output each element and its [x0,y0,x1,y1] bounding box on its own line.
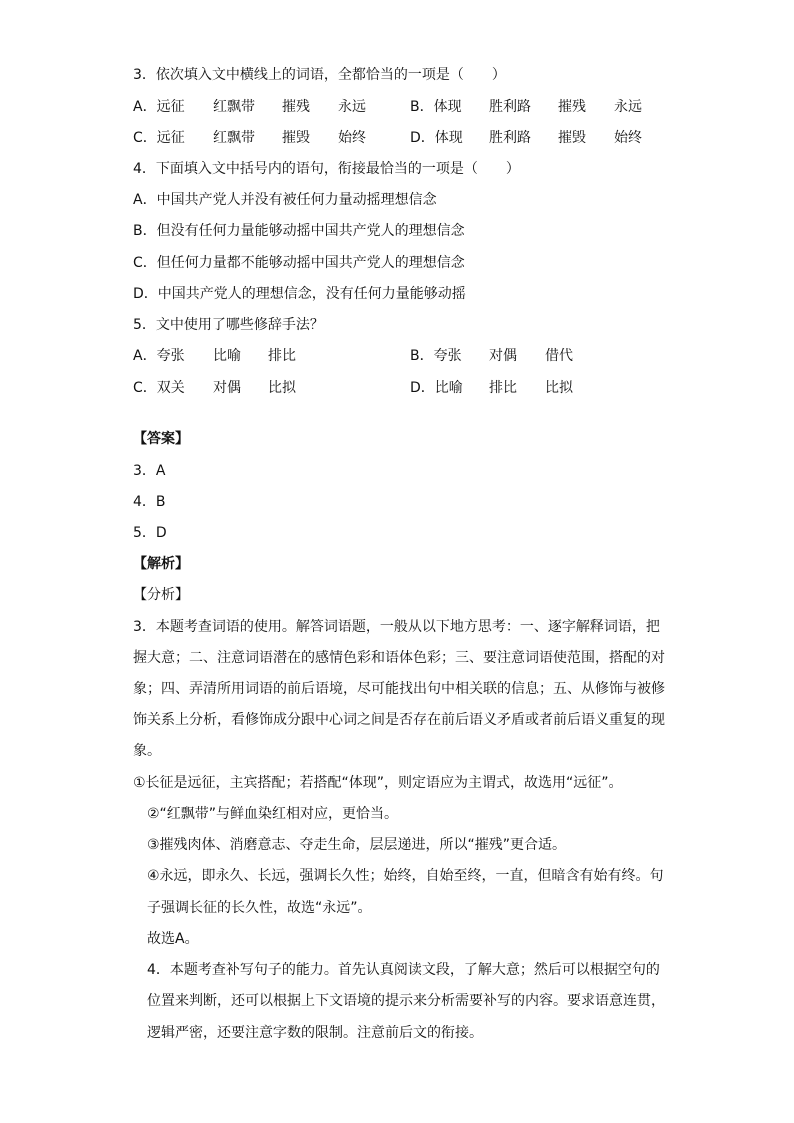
q3-option-d-word4: 始终 [614,130,642,146]
q5-option-a-word2: 比喻 [213,348,241,364]
q5-option-c-word2: 对偶 [213,380,241,396]
q5-option-c-word3: 比拟 [268,380,296,396]
q3-option-a-word2: 红飘带 [213,99,255,115]
q3-option-b-word4: 永远 [614,99,642,115]
q4-option-b: B．但没有任何力量能够动摇中国共产党人的理想信念 [133,223,465,239]
q3-option-c: C．远征 [133,130,185,146]
q3-option-c-word4: 始终 [338,130,366,146]
q5-option-b-word3: 借代 [545,348,573,364]
q3-option-d-word3: 摧毁 [558,130,586,146]
analysis-q3-line4: 饰关系上分析，看修饰成分跟中心词之间是否存在前后语义矛盾或者前后语义重复的现 [133,712,665,728]
analysis-q3-line3: 象；四、弄清所用词语的前后语境，尽可能找出句中相关联的信息；五、从修饰与被修 [133,681,665,697]
answer-item-4: 4．B [133,494,166,510]
q4-option-c: C．但任何力量都不能够动摇中国共产党人的理想信念 [133,255,465,271]
q5-option-a: A．夸张 [133,348,185,364]
q3-option-b-word3: 摧残 [558,99,586,115]
q5-option-d-word2: 排比 [489,380,517,396]
q5-option-b-word2: 对偶 [489,348,517,364]
answer-heading: 【答案】 [133,431,189,447]
q3-stem: 3．依次填入文中横线上的词语，全都恰当的一项是（ ） [133,67,506,83]
analysis-q3-line1: 3．本题考查词语的使用。解答词语题，一般从以下地方思考：一、逐字解释词语，把 [133,619,660,635]
q4-option-a: A．中国共产党人并没有被任何力量动摇理想信念 [133,192,437,208]
q5-option-a-word3: 排比 [268,348,296,364]
q3-option-a-word3: 摧残 [282,99,310,115]
analysis-subheading: 【分析】 [133,587,189,603]
q3-option-b: B．体现 [410,99,462,115]
q3-option-a-word4: 永远 [338,99,366,115]
analysis-q3-point3: ③摧残肉体、消磨意志、夺走生命，层层递进，所以“摧残”更合适。 [147,837,567,853]
analysis-heading: 【解析】 [133,556,189,572]
q3-option-a: A．远征 [133,99,185,115]
q4-option-d: D．中国共产党人的理想信念，没有任何力量能够动摇 [133,286,466,302]
q5-option-d: D．比喻 [410,380,463,396]
analysis-q3-conclusion: 故选A。 [147,931,199,947]
q3-option-c-word3: 摧毁 [282,130,310,146]
q3-option-b-word2: 胜利路 [489,99,531,115]
analysis-q3-point4-line1: ④永远，即永久、长远，强调长久性；始终，自始至终，一直，但暗含有始有终。句 [147,868,664,884]
q4-stem: 4．下面填入文中括号内的语句，衔接最恰当的一项是（ ） [133,161,520,177]
answer-item-5: 5．D [133,525,167,541]
q5-option-c: C．双关 [133,380,185,396]
q5-stem: 5．文中使用了哪些修辞手法？ [133,317,324,333]
answer-item-3: 3．A [133,463,166,479]
q5-option-b: B．夸张 [410,348,462,364]
q5-option-d-word3: 比拟 [545,380,573,396]
q3-option-d: D．体现 [410,130,463,146]
analysis-q4-line1: 4．本题考查补写句子的能力。首先认真阅读文段，了解大意；然后可以根据空句的 [147,962,660,978]
analysis-q3-point2: ②“红飘带”与鲜血染红相对应，更恰当。 [147,806,399,822]
analysis-q3-point4-line2: 子强调长征的长久性，故选“永远”。 [147,900,372,916]
analysis-q3-line5: 象。 [133,743,161,759]
analysis-q4-line2: 位置来判断，还可以根据上下文语境的提示来分析需要补写的内容。要求语意连贯， [147,993,665,1009]
analysis-q3-point1: ①长征是远征，主宾搭配；若搭配“体现”，则定语应为主谓式，故选用“远征”。 [133,775,623,791]
q3-option-d-word2: 胜利路 [489,130,531,146]
analysis-q3-line2: 握大意；二、注意词语潜在的感情色彩和语体色彩；三、要注意词语使范围，搭配的对 [133,650,665,666]
q3-option-c-word2: 红飘带 [213,130,255,146]
analysis-q4-line3: 逻辑严密，还要注意字数的限制。注意前后文的衔接。 [147,1025,483,1041]
